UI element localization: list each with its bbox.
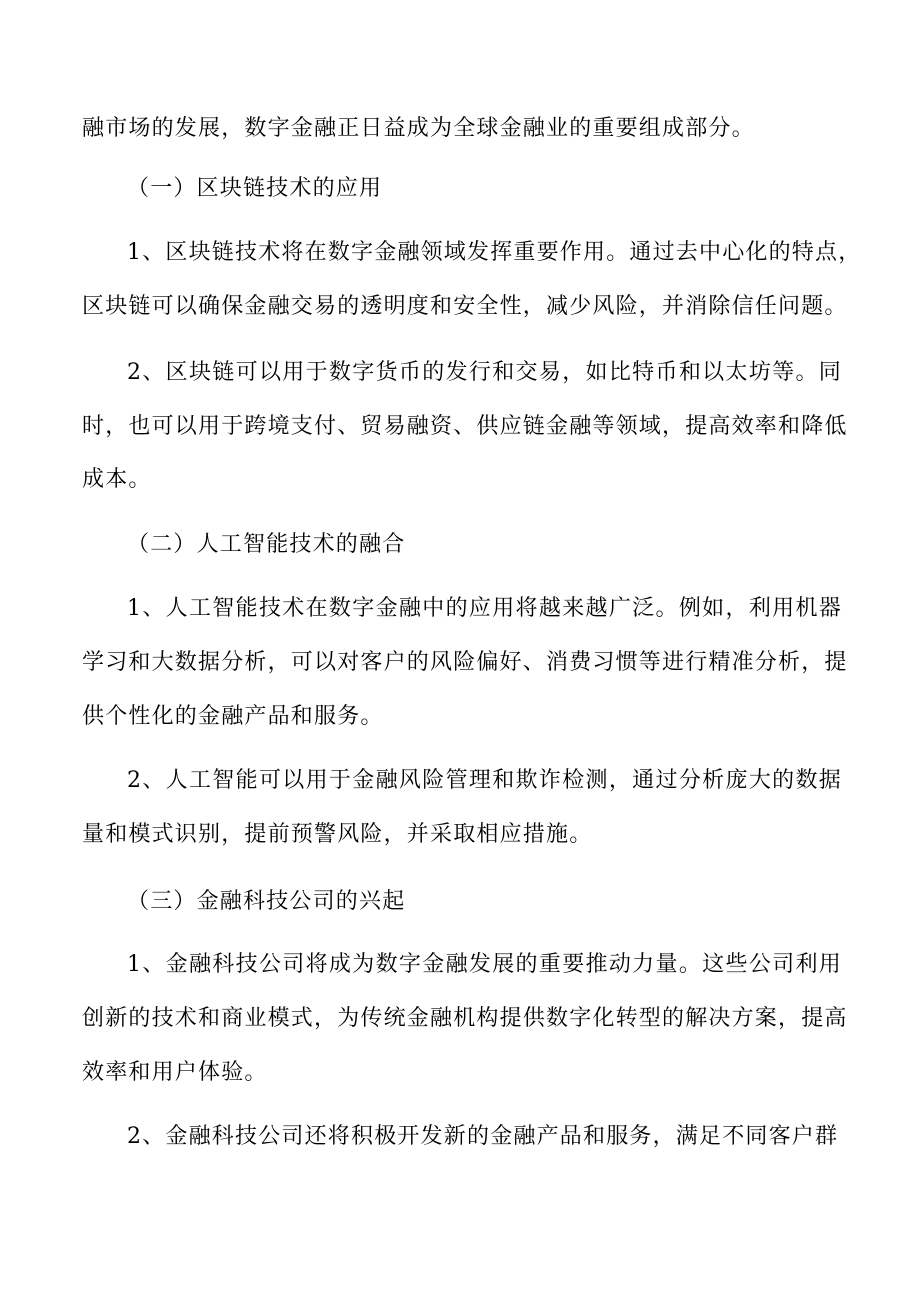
- paragraph-line: 创新的技术和商业模式，为传统金融机构提供数字化转型的解决方案，提高: [82, 1006, 848, 1031]
- section-heading-ai: （二）人工智能技术的融合: [127, 532, 406, 557]
- section-heading-blockchain: （一）区块链技术的应用: [127, 176, 383, 201]
- paragraph-line: 量和模式识别，提前预警风险，并采取相应措施。: [82, 822, 593, 847]
- intro-text-line: 融市场的发展，数字金融正日益成为全球金融业的重要组成部分。: [82, 116, 755, 141]
- paragraph-line: 区块链可以确保金融交易的透明度和安全性，减少风险，并消除信任问题。: [82, 294, 848, 319]
- paragraph-line: 学习和大数据分析，可以对客户的风险偏好、消费习惯等进行精准分析，提: [82, 650, 848, 675]
- section-heading-fintech: （三）金融科技公司的兴起: [127, 889, 406, 914]
- paragraph-line: 时，也可以用于跨境支付、贸易融资、供应链金融等领域，提高效率和降低: [82, 414, 848, 439]
- paragraph-line: 供个性化的金融产品和服务。: [82, 704, 384, 729]
- paragraph-line: 2、金融科技公司还将积极开发新的金融产品和服务，满足不同客户群: [127, 1124, 839, 1149]
- paragraph-line: 2、人工智能可以用于金融风险管理和欺诈检测，通过分析庞大的数据: [127, 768, 842, 793]
- paragraph-line: 1、金融科技公司将成为数字金融发展的重要推动力量。这些公司利用: [127, 952, 842, 977]
- paragraph-line: 1、区块链技术将在数字金融领域发挥重要作用。通过去中心化的特点，: [127, 240, 862, 265]
- paragraph-line: 1、人工智能技术在数字金融中的应用将越来越广泛。例如，利用机器: [127, 596, 842, 621]
- paragraph-line: 效率和用户体验。: [82, 1060, 268, 1085]
- paragraph-line: 2、区块链可以用于数字货币的发行和交易，如比特币和以太坊等。同: [127, 360, 842, 385]
- paragraph-line: 成本。: [82, 467, 152, 492]
